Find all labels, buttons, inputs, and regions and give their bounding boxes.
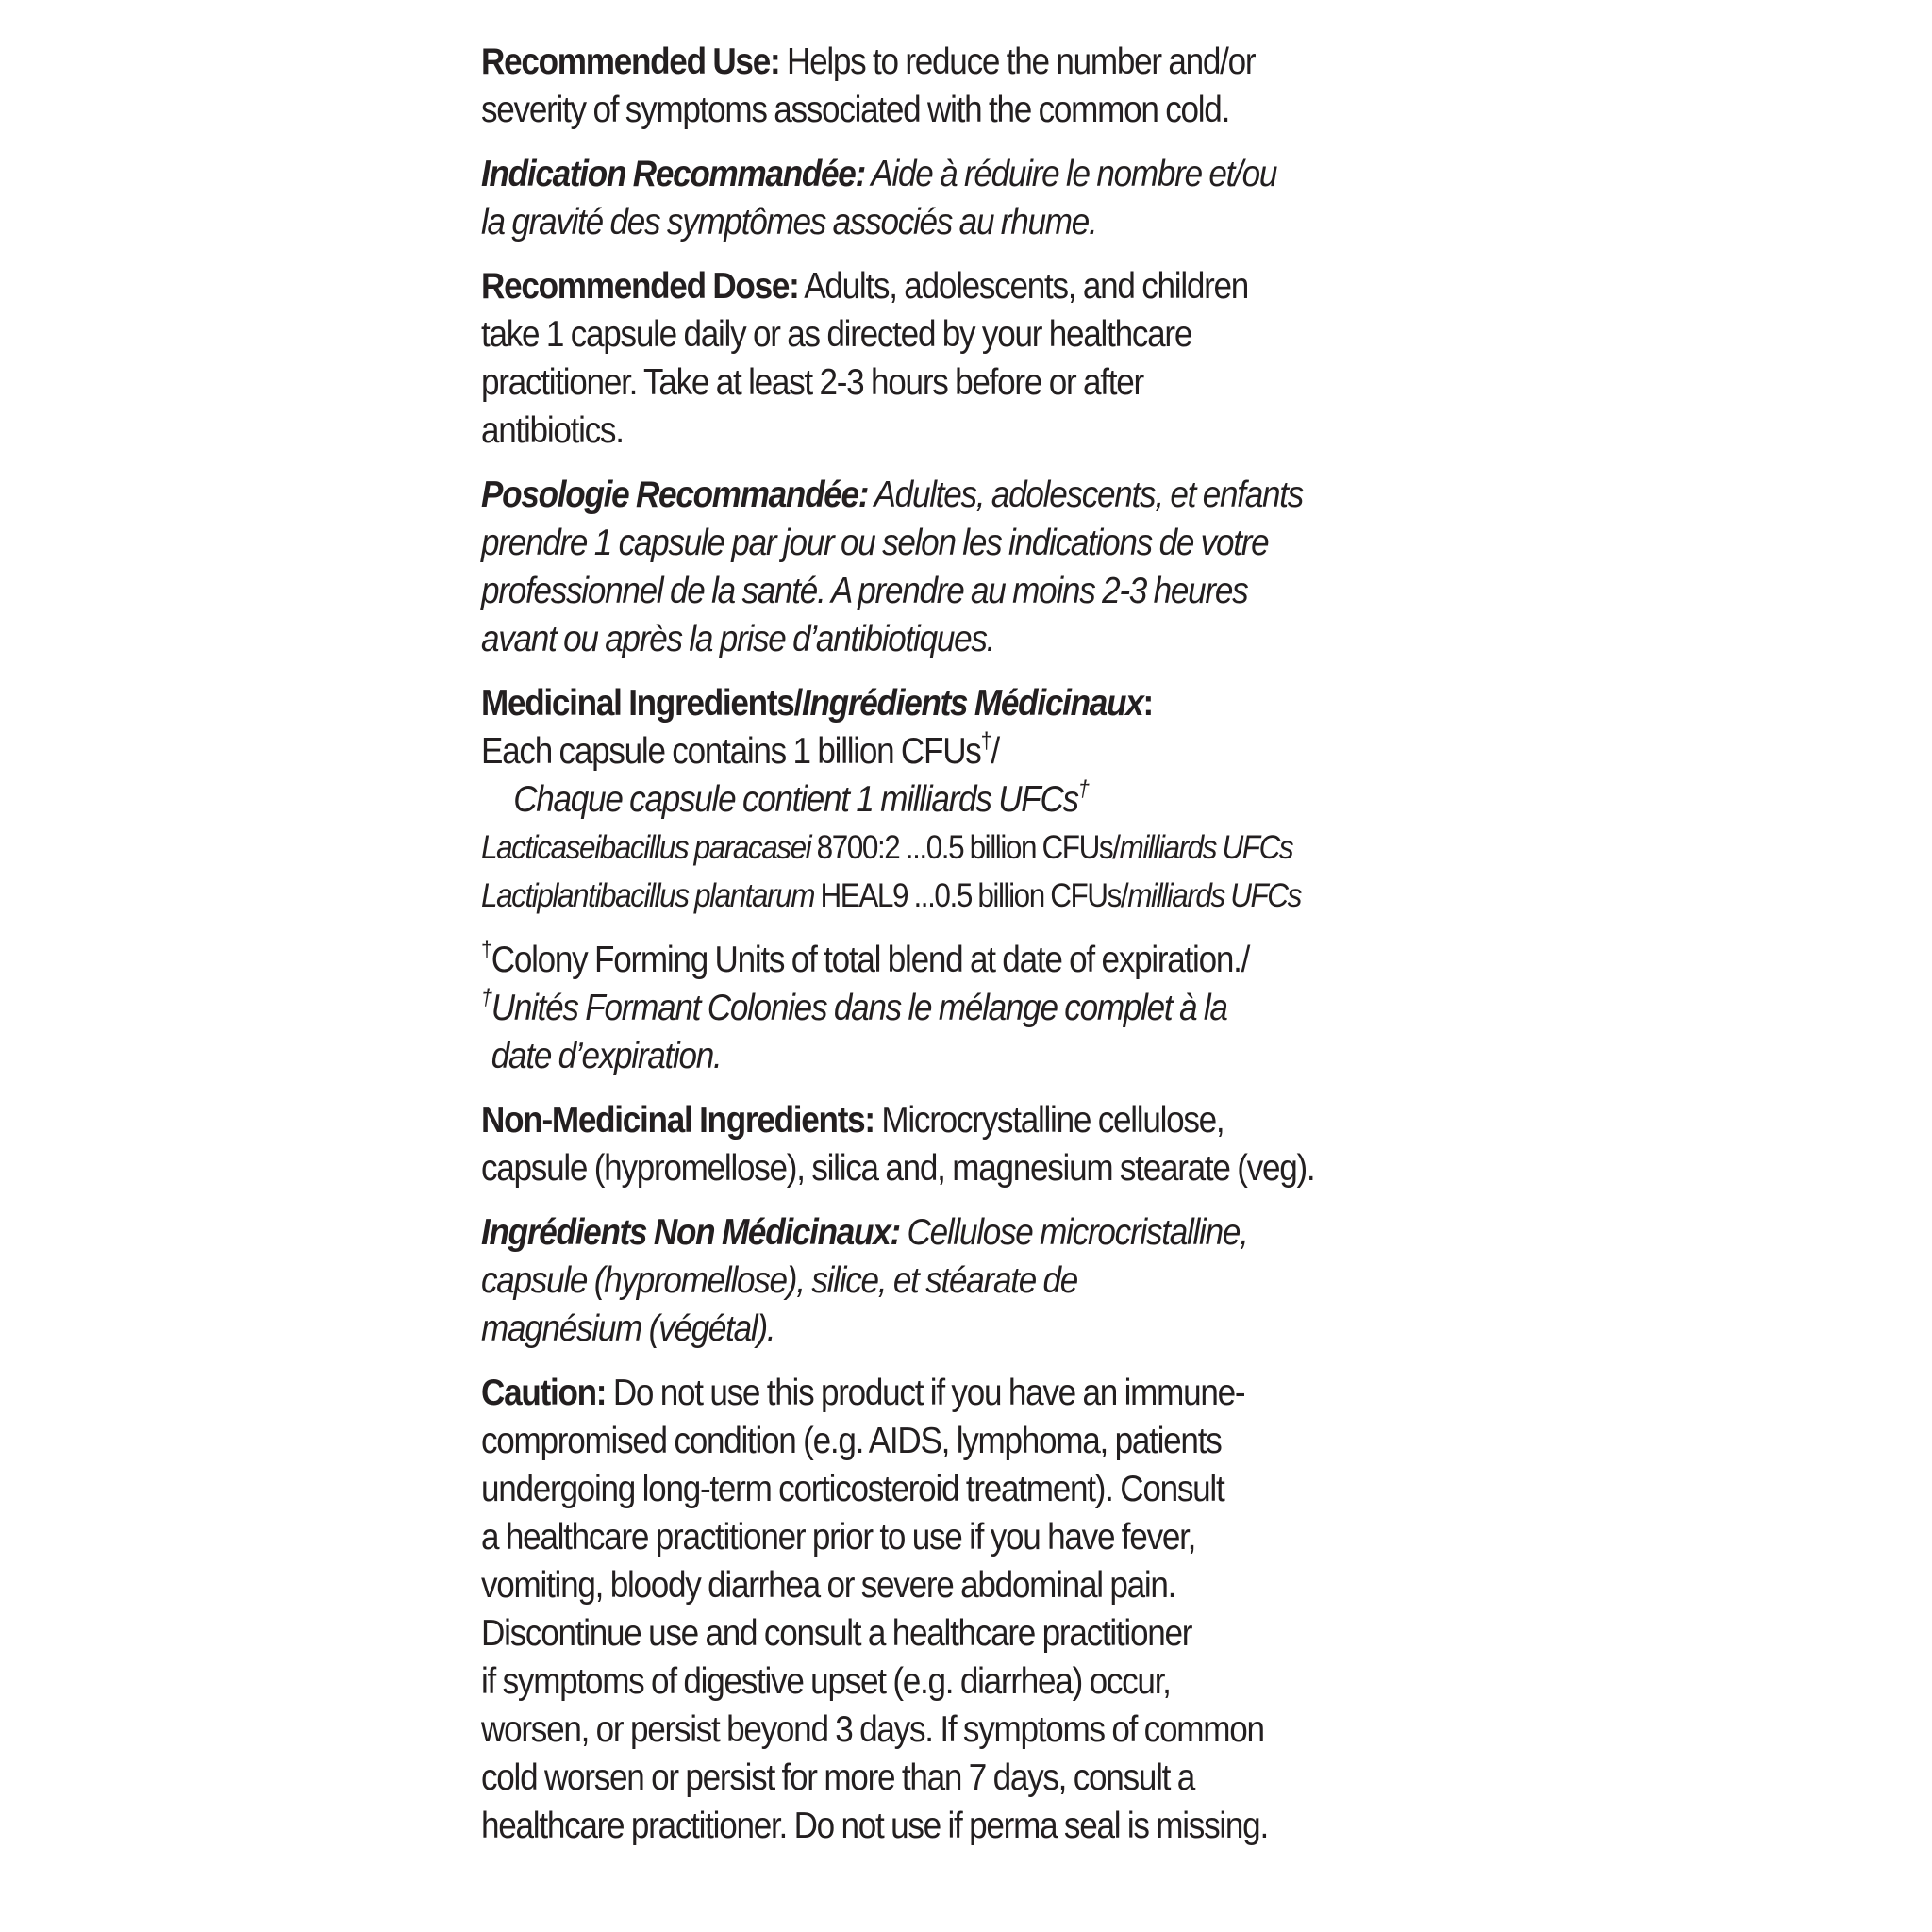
recommended-dose-line-1 [481,262,1381,310]
recommended-dose-text-2: take 1 capsule daily or as directed by your healthcare [481,314,1192,355]
footnote-line-2 [481,984,1381,1032]
footnote-text-1: Colony Forming Units of total blend at date of expiration./ [491,940,1250,980]
medicinal-heading-fr: Ingrédients Médicinaux [802,683,1143,724]
posologie-fr-text-1: Adultes, adolescents, et enfants [868,475,1304,515]
each-capsule-line [481,727,1381,775]
dagger-mark: † [481,937,491,962]
recommended-dose-text-1: Adults, adolescents, and children [798,266,1249,307]
caution-line-1 [481,1369,1381,1417]
cfu-footnote-section [481,936,1381,1080]
non-medicinal-fr-section [481,1208,1381,1353]
recommended-dose-text-3: practitioner. Take at least 2-3 hours before or after [481,362,1143,403]
footnote-text-3: date d’expiration. [491,1036,722,1076]
ingredient-row [481,824,1381,872]
recommended-use-line-1 [481,38,1381,86]
dagger-mark: † [980,728,991,754]
ingredient-unit-fr: milliards UFCs [1127,877,1301,914]
caution-text: cold worsen or persist for more than 7 days, consult a [481,1757,1195,1798]
non-medicinal-section [481,1096,1381,1192]
posologie-fr-text-4: avant ou après la prise d’antibiotiques. [481,619,995,659]
ingredient-row [481,872,1381,920]
caution-text: healthcare practitioner. Do not use if perma seal is missing. [481,1806,1268,1846]
non-medicinal-fr-heading: Ingrédients Non Médicinaux: [481,1212,900,1253]
posologie-fr-text-2: prendre 1 capsule par jour ou selon les indications de votre [481,523,1269,563]
posologie-fr-section [481,471,1381,663]
indication-fr-text-1: Aide à réduire le nombre et/ou [865,154,1277,194]
product-label-text [481,38,1381,1866]
recommended-use-text-2: severity of symptoms associated with the common cold. [481,90,1230,130]
caution-section [481,1369,1381,1850]
caution-heading: Caution: [481,1373,607,1413]
indication-fr-section [481,150,1381,246]
non-medicinal-fr-text-2: capsule (hypromellose), silice, et stéarate de [481,1260,1078,1301]
non-medicinal-fr-text-1: Cellulose microcristalline, [899,1212,1248,1253]
each-capsule-text: Each capsule contains 1 billion CFUs [481,731,981,772]
caution-text: Discontinue use and consult a healthcare practitioner [481,1613,1192,1654]
caution-text: compromised condition (e.g. AIDS, lymphoma, patients [481,1421,1222,1461]
footnote-text-2: Unités Formant Colonies dans le mélange complet à la [491,988,1227,1028]
caution-text: if symptoms of digestive upset (e.g. diarrhea) occur, [481,1661,1171,1702]
ingredient-species: Lactiplantibacillus plantarum [481,877,815,914]
indication-fr-line-1 [481,150,1381,198]
footnote-line-1 [481,936,1381,984]
ingredient-strain-amount: HEAL9 ...0.5 billion CFUs/ [814,877,1128,914]
non-medicinal-text-2: capsule (hypromellose), silica and, magnesium stearate (veg). [481,1148,1315,1189]
caution-text: vomiting, bloody diarrhea or severe abdominal pain. [481,1565,1176,1606]
recommended-use-text-1: Helps to reduce the number and/or [779,42,1256,82]
non-medicinal-text-1: Microcrystalline cellulose, [874,1100,1224,1141]
recommended-use-section [481,38,1381,134]
recommended-dose-section [481,262,1381,455]
ingredient-species: Lacticaseibacillus paracasei [481,829,811,866]
non-medicinal-heading: Non-Medicinal Ingredients: [481,1100,874,1141]
indication-fr-heading: Indication Recommandée: [481,154,866,194]
recommended-dose-text-4: antibiotics. [481,410,624,451]
dagger-mark: † [481,985,491,1010]
posologie-fr-heading: Posologie Recommandée: [481,475,869,515]
medicinal-heading-en: Medicinal Ingredients/ [481,683,803,724]
chaque-capsule-line [481,775,1381,824]
caution-text: a healthcare practitioner prior to use if you have fever, [481,1517,1196,1557]
slash-text: / [991,731,999,772]
dagger-mark: † [1077,776,1089,802]
ingredient-unit-fr: milliards UFCs [1119,829,1293,866]
ingredient-strain-amount: 8700:2 ...0.5 billion CFUs/ [810,829,1120,866]
non-medicinal-fr-line-1 [481,1208,1381,1257]
caution-text: worsen, or persist beyond 3 days. If symptoms of common [481,1709,1264,1750]
posologie-fr-text-3: professionnel de la santé. A prendre au moins 2-3 heures [481,571,1248,611]
posologie-fr-line-1 [481,471,1381,519]
recommended-use-heading: Recommended Use: [481,42,780,82]
caution-text: Do not use this product if you have an immune- [606,1373,1245,1413]
medicinal-heading-colon: : [1142,683,1153,724]
indication-fr-text-2: la gravité des symptômes associés au rhume. [481,202,1097,242]
chaque-capsule-text: Chaque capsule contient 1 milliards UFCs [513,779,1078,820]
non-medicinal-fr-text-3: magnésium (végétal). [481,1308,775,1349]
medicinal-ingredients-section [481,679,1381,920]
non-medicinal-line-1 [481,1096,1381,1144]
medicinal-heading-line [481,679,1381,727]
recommended-dose-heading: Recommended Dose: [481,266,799,307]
caution-text: undergoing long-term corticosteroid treatment). Consult [481,1469,1224,1509]
